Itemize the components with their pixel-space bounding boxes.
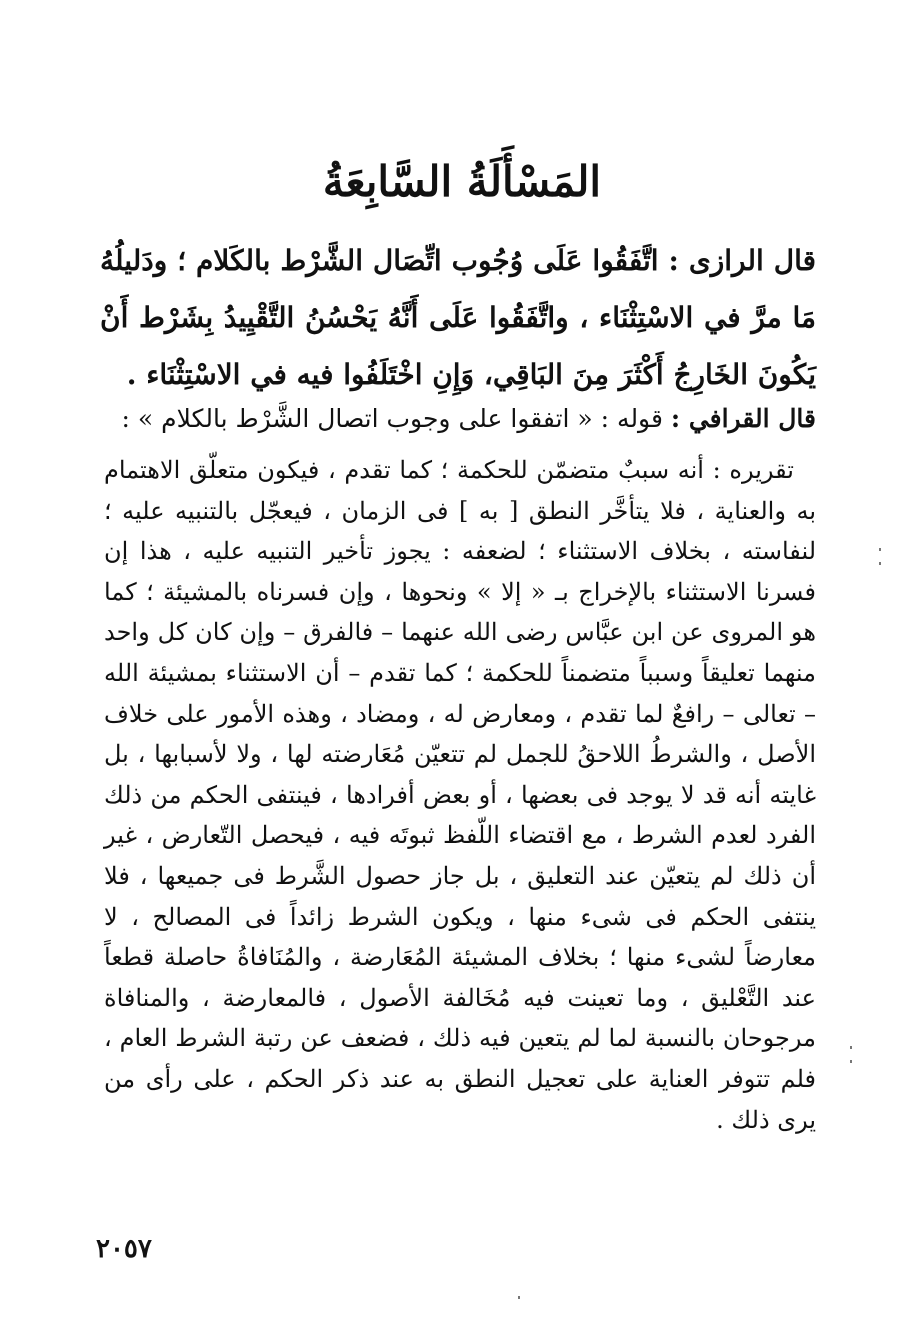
commentary-body (104, 450, 816, 1140)
scan-speck (850, 1046, 852, 1049)
section-title: المَسْأَلَةُ السَّابِعَةُ (322, 157, 602, 206)
scan-speck (518, 1296, 520, 1299)
qarafi-text: قوله : « اتفقوا على وجوب اتصال الشَّرْط بالكلام » : (121, 404, 663, 433)
razi-speaker: قال الرازى : (668, 244, 817, 277)
page-number: ٢٠٥٧ (96, 1234, 152, 1264)
commentary-paragraph: تقريره : أنه سببٌ متضمّن للحكمة ؛ كما تقدم ، فيكون متعلّق الاهتمام به والعناية ، فلا يتأخَّر النطق [ به ] فى الزمان ، فيعجّل بالتنبيه عليه ؛ لنفاسته ، بخلاف الاستثناء ؛ لضعفه : يجوز تأخير التنبيه عليه ، هذا إن فسرنا الاستثناء بالإخراج بـ « إلا » ونحوها ، وإن فسرناه بالمشيئة ؛ كما هو المروى عن ابن عبَّاس رضى الله عنهما – فالفرق – وإن كان كل واحد منهما تعليقاً وسبباً متضمناً للحكمة ؛ كما تقدم – أن الاستثناء بمشيئة الله – تعالى – رافعٌ لما تقدم ، ومعارض له ، ومضاد ، وهذه الأمور على خلاف الأصل ، والشرطُ اللاحقُ للجمل لم تتعيّن مُعَارضته لها ، ولا لأسبابها ، بل غايته أنه قد لا يوجد فى بعضها ، أو بعض أفرادها ، فينتفى الحكم من ذلك الفرد لعدم الشرط ، مع اقتضاء اللّفظ ثبوتَه فيه ، فيحصل التّعارض ، غير أن ذلك لم يتعيّن عند التعليق ، بل جاز حصول الشَّرط فى جميعها ، فلا ينتفى الحكم فى شىء منها ، ويكون الشرط زائداً فى المصالح ، لا معارضاً لشىء منها ؛ بخلاف المشيئة المُعَارضة ، والمُنَافاةُ حاصلة قطعاً عند التَّعْليق ، وما تعينت فيه مُخَالفة الأصول ، فالمعارضة ، والمنافاة مرجوحان بالنسبة لما لم يتعين فيه ذلك ، فضعف عن رتبة الشرط العام ، فلم تتوفر العناية على تعجيل النطق به عند ذكر الحكم ، على رأى من يرى ذلك . (104, 456, 817, 1134)
scan-speck (879, 562, 881, 565)
razi-text: اتَّفَقُوا عَلَى وُجُوب اتِّصَال الشَّرْط بالكَلام ؛ ودَليلُهُ مَا مرَّ في الاسْتِثْنَاء ، واتَّفَقُوا عَلَى أَنَّهُ يَحْسُنُ التَّقْيِيدُ بِشَرْط أَنْ يَكُونَ الخَارِجُ أَكْثَرَ مِنَ البَاقِي، وَإِنِ اخْتَلَفُوا فيه في الاسْتِثْنَاء . (100, 244, 816, 391)
scan-speck (879, 548, 881, 551)
qarafi-statement (100, 397, 816, 441)
qarafi-speaker: قال القرافي : (670, 404, 816, 433)
scan-speck (850, 1060, 852, 1063)
razi-statement (100, 232, 816, 403)
